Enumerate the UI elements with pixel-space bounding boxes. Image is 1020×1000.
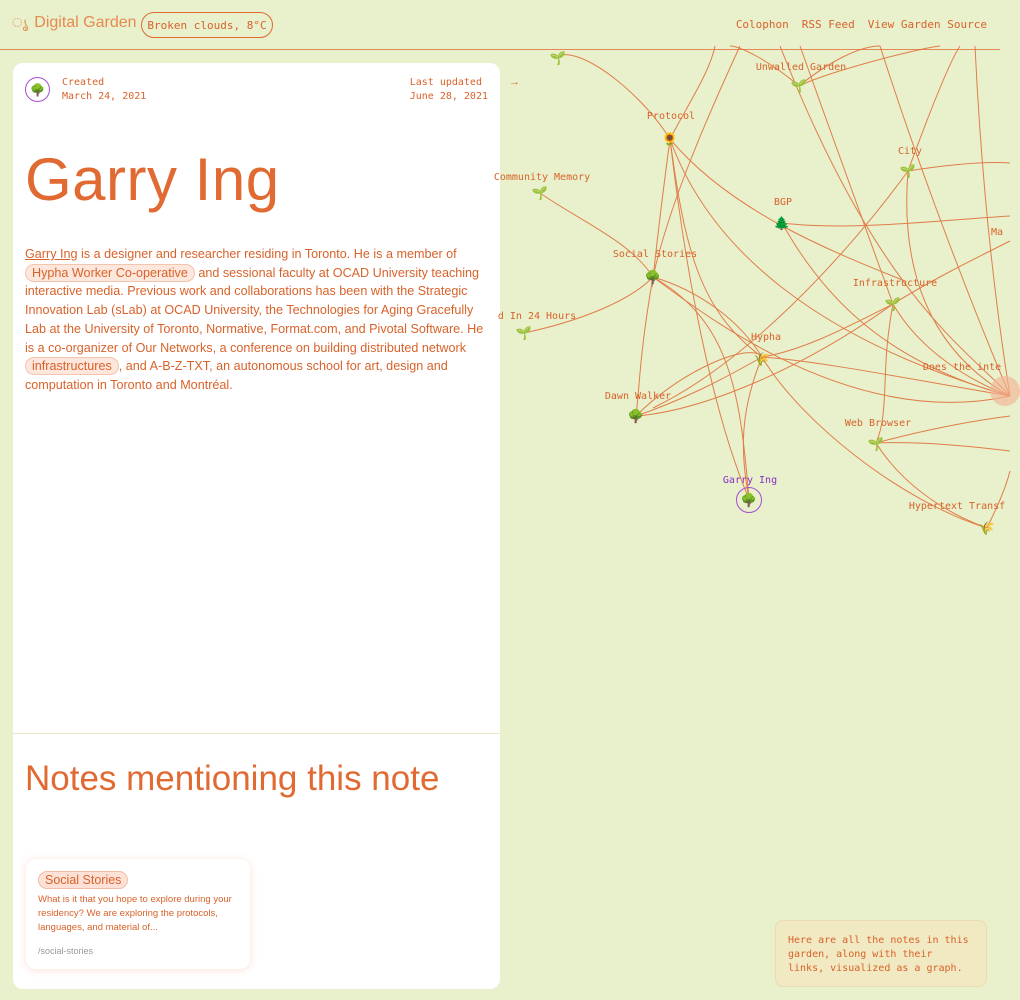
graph-node-label[interactable]: Web Browser [844,418,912,429]
graph-node-tree-icon[interactable]: 🌳 [627,408,645,424]
site-brand[interactable] [12,14,137,32]
body-text-3: , and A-B-Z-TXT, an autonomous school for art, design and computation in Toronto and Montréal. [25,359,448,392]
graph-node-seedling-icon[interactable]: 🌱 [884,296,902,312]
graph-node-label[interactable]: BGP [773,197,793,208]
graph-node-label[interactable]: Ma [990,227,1004,238]
updated-date: June 28, 2021 [409,91,488,102]
mention-card-excerpt: What is it that you hope to explore during your residency? We are exploring the protocols, languages, and material of... [38,894,232,933]
link-hypha-worker-cooperative[interactable]: Hypha Worker Co-operative [25,264,195,282]
arrow-right-icon[interactable]: → [509,76,520,88]
graph-node-seedling-icon[interactable]: 🌱 [899,163,917,179]
graph-node-seedling-icon[interactable]: 🌱 [867,436,885,452]
link-infrastructures[interactable]: infrastructures [25,357,119,375]
graph-node-wheat-icon[interactable]: 🌾 [978,520,996,536]
sprout-icon: ൃ [12,15,29,30]
nav-colophon[interactable]: Colophon [735,18,789,31]
note-title: Garry Ing [25,146,280,213]
graph-node-label[interactable]: Social Stories [612,249,698,260]
graph-node-label[interactable]: Dawn Walker [604,391,672,402]
nav-view-source[interactable]: View Garden Source [867,18,987,31]
graph-edges [497,51,1000,1000]
graph-node-sunflower-icon[interactable]: 🌻 [661,131,679,147]
mention-card-path: /social-stories [38,946,94,956]
graph-node-blob[interactable] [990,376,1020,406]
note-meta [25,76,488,106]
site-header [0,0,1000,50]
created-label: Created [62,77,105,88]
graph-node-label[interactable]: Protocol [646,111,696,122]
top-nav [736,18,987,31]
updated-info [410,76,488,104]
body-text-1: is a designer and researcher residing in Toronto. He is a member of [77,247,457,261]
graph-node-tree-icon[interactable]: 🌳 [644,269,662,285]
self-link[interactable]: Garry Ing [25,247,78,261]
weather-badge: Broken clouds, 8°C [141,12,273,38]
note-graph[interactable] [493,50,1006,1000]
graph-tooltip: Here are all the notes in this garden, along with their links, visualized as a graph. [775,920,987,987]
tree-icon: 🌳 [25,77,50,102]
graph-node-seedling-icon[interactable]: 🌱 [515,325,533,341]
created-date: March 24, 2021 [62,91,147,102]
nav-rss-feed[interactable]: RSS Feed [801,18,855,31]
mention-card[interactable] [26,859,250,969]
site-name: Digital Garden [34,14,137,31]
graph-node-label[interactable]: Community Memory [493,172,591,183]
updated-label: Last updated [409,77,482,88]
mentions-title: Notes mentioning this note [25,759,440,798]
graph-node-wheat-icon[interactable]: 🌾 [753,351,771,367]
graph-node-label[interactable]: Hypertext Transf [908,501,1006,512]
graph-node-label[interactable]: Hypha [750,332,782,343]
graph-node-label-current[interactable]: Garry Ing [722,475,778,486]
graph-node-label[interactable]: City [897,146,923,157]
graph-node-seedling-icon[interactable]: 🌱 [549,50,567,66]
graph-node-label[interactable]: Unwalled Garden [755,62,847,73]
graph-node-tree-icon[interactable]: 🌳 [740,492,758,508]
graph-node-label[interactable]: Infrastructure [852,278,938,289]
created-info [62,76,146,104]
note-body [25,245,490,395]
graph-node-seedling-icon[interactable]: 🌱 [790,78,808,94]
graph-node-seedling-icon[interactable]: 🌱 [531,185,549,201]
graph-node-label[interactable]: d In 24 Hours [497,311,577,322]
mention-card-title[interactable]: Social Stories [38,871,128,889]
body-text-2: and sessional faculty at OCAD University teaching interactive media. Previous work and collaborations has been with the Strategic Innovation Lab (sLab) at OCAD University, the Technologies for Aging Gracefully Lab at the University of Toronto, Normative, Format.com, and Pivotal Software. He is a co-organizer of Our Networks, a conference on building distributed network [25,265,484,355]
section-divider [13,733,500,734]
graph-node-label[interactable]: Does the inte [922,362,1002,373]
graph-node-evergreen-tree-icon[interactable]: 🌲 [773,215,791,231]
note-panel [13,63,500,989]
